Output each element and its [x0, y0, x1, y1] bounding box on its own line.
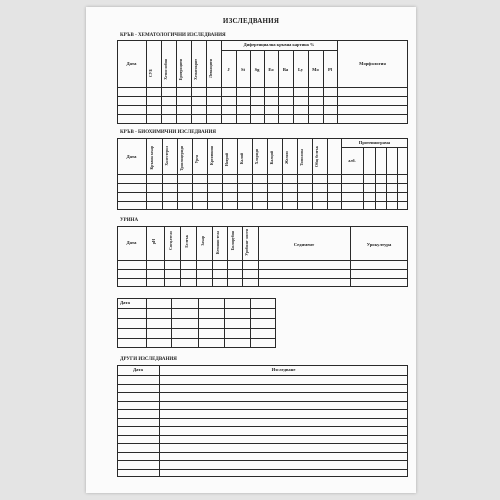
urine-col-sugar: Захар [201, 236, 205, 246]
other-table-rule [117, 418, 408, 419]
other-table-rule [117, 469, 408, 470]
other-table-rule [117, 401, 408, 402]
hematology-col-hematocrit: Хематокрит [194, 59, 198, 80]
other-date-header: Дата [133, 367, 143, 372]
hematology-morphology-header: Морфология [359, 61, 386, 66]
hematology-diff-ly: Ly [297, 67, 304, 72]
hematology-col-esr: СУЕ [149, 69, 153, 78]
urine-section-title: УРИНА [120, 218, 139, 223]
urine-col-protein: Белтък [185, 235, 189, 248]
blank-date-header: Дата [120, 300, 130, 305]
biochem-col-total-protein: Общ белтък [315, 146, 319, 167]
other-table-rule [117, 435, 408, 436]
biochem-col-thymol: Тимолова [300, 149, 304, 166]
other-table-rule [117, 375, 408, 376]
hematology-diff-j: J [227, 67, 230, 72]
form-sheet [86, 7, 416, 493]
other-table-rule [117, 452, 408, 453]
biochem-col-glucose: Кръвна захар [150, 146, 154, 170]
other-table-rule [117, 460, 408, 461]
biochem-date-header: Дата [126, 154, 137, 159]
hematology-diff-mo: Mo [312, 67, 319, 72]
biochem-col-calcium: Калций [270, 151, 274, 165]
hematology-diff-st: St [240, 67, 246, 72]
hematology-diff-sg: Sg [254, 67, 260, 72]
hematology-col-erythrocytes: Еритроцити [179, 59, 183, 81]
hematology-diff-title: Диференциална кръвна картина % [243, 42, 315, 47]
urine-col-ketones: Кетонни тела [216, 231, 220, 255]
biochem-col-potassium: Калий [240, 153, 244, 165]
biochem-col-triglycerides: Триглицериди [180, 146, 184, 171]
biochem-col-cholesterol: Холестерол [165, 146, 169, 166]
biochem-proteinogram-alb: алб. [348, 158, 356, 163]
other-table-rule [117, 409, 408, 410]
urine-date-header: Дата [126, 240, 137, 245]
biochem-col-chlorides: Хлориди [255, 149, 259, 165]
hematology-diff-pl: Pl [327, 67, 333, 72]
urine-col-specific-gravity: Спец.тегло [169, 231, 173, 250]
biochem-col-sodium: Натрий [225, 153, 229, 167]
urine-sediment-header: Седимент [293, 242, 315, 247]
hematology-section-title: КРЪВ - ХЕМАТОЛОГИЧНИ ИЗСЛЕДВАНИЯ [120, 33, 226, 38]
hematology-col-hemoglobin: Хемоглобин [164, 59, 168, 80]
urine-col-bilirubin: Билирубин [231, 231, 235, 251]
biochem-col-iron: Желязо [285, 151, 289, 164]
other-table-rule [117, 426, 408, 427]
other-table-rule [117, 384, 408, 385]
other-table-rule [117, 443, 408, 444]
urine-col-ph: pH [152, 239, 156, 245]
urine-culture-header: Урокултура [366, 242, 392, 247]
urine-col-urobilinogen: Уробили- ноген [245, 229, 249, 256]
biochem-section-title: КРЪВ - БИОХИМИЧНИ ИЗСЛЕДВАНИЯ [120, 130, 217, 135]
biochem-col-creatinine: Креатинин [210, 146, 214, 165]
other-table-rule [117, 392, 408, 393]
page-title: ИЗСЛЕДВАНИЯ [222, 17, 280, 25]
biochem-proteinogram-header: Протеинограма [358, 140, 391, 145]
hematology-col-leukocytes: Левкоцити [209, 59, 213, 79]
other-study-header: Изследване [271, 367, 296, 372]
hematology-diff-ba: Ba [282, 67, 289, 72]
hematology-diff-eo: Eo [268, 67, 274, 72]
biochem-col-urea: Урея [195, 155, 199, 164]
other-section-title: ДРУГИ ИЗСЛЕДВАНИЯ [120, 357, 177, 362]
hematology-date-header: Дата [126, 61, 137, 66]
